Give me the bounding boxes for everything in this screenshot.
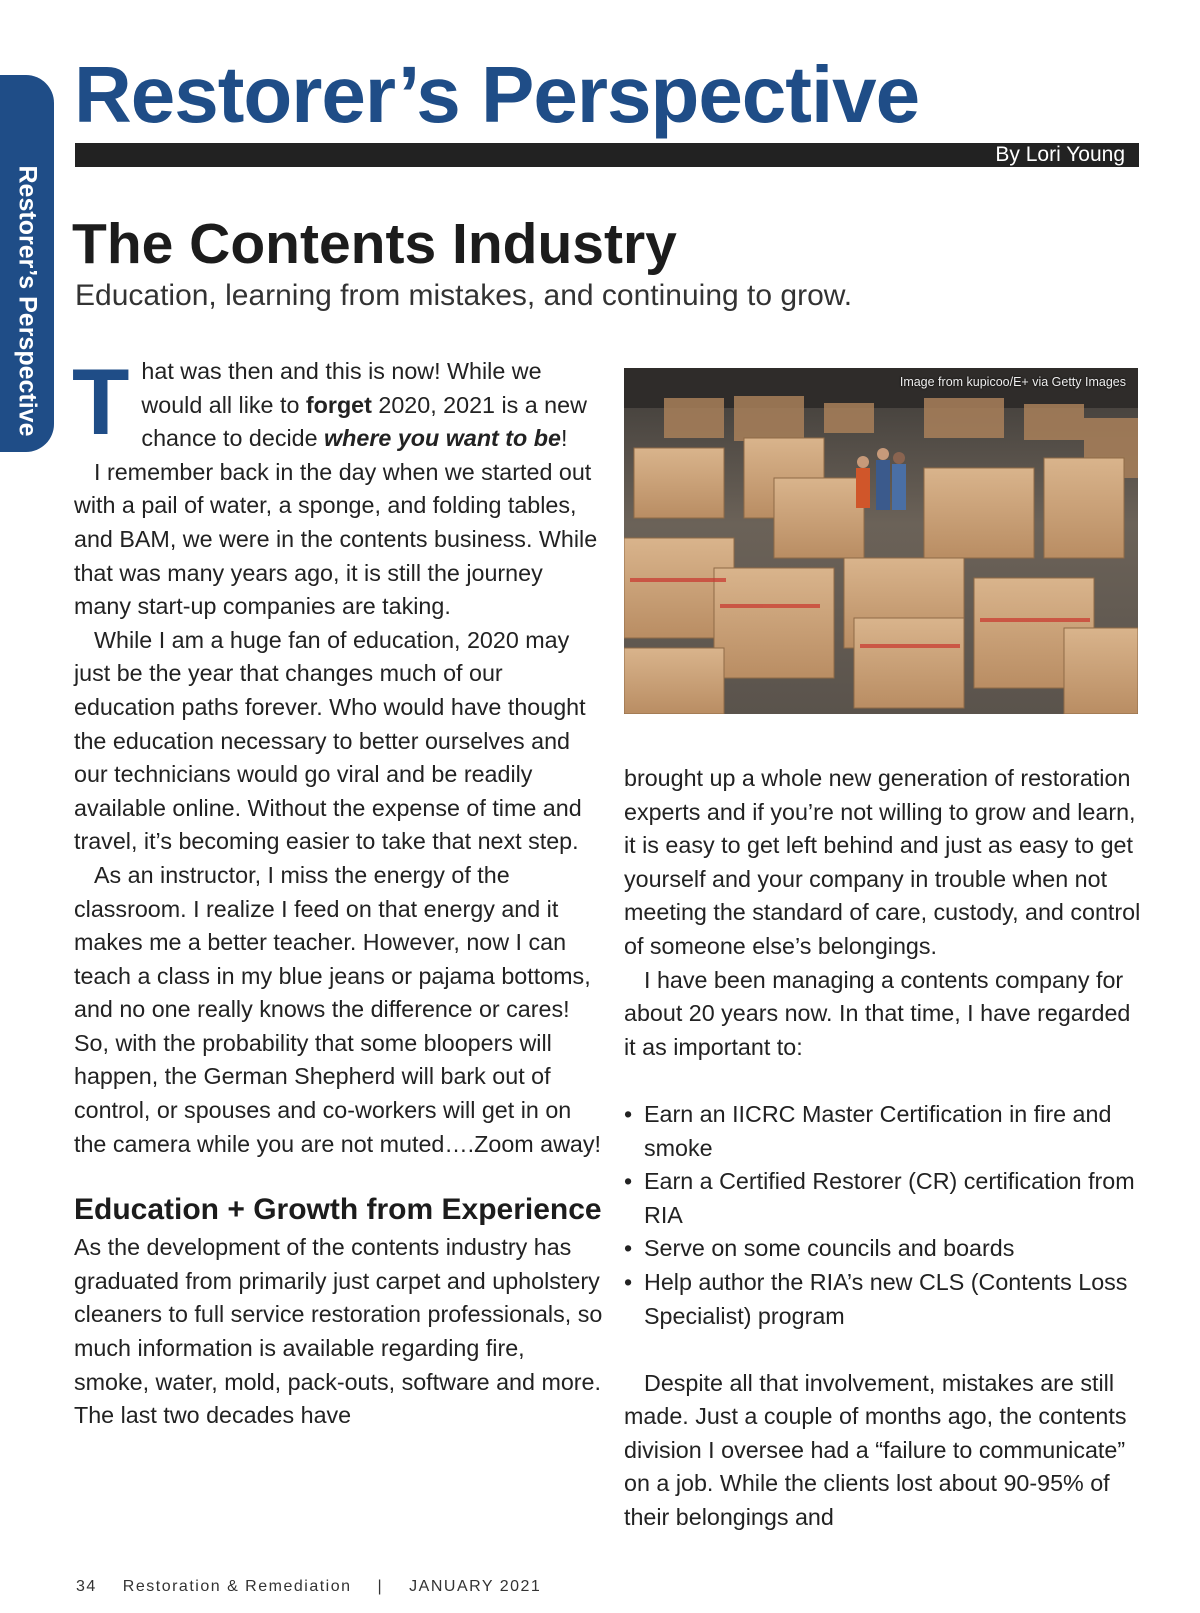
bullet-icon: • — [624, 1268, 633, 1295]
list-item: • Help author the RIA’s new CLS (Contents Loss Specialist) program — [624, 1266, 1144, 1333]
bullet-icon: • — [624, 1100, 633, 1127]
body-paragraph: As an instructor, I miss the energy of the classroom. I realize I feed on that energy and it makes me a better teacher. However, now I can teach a class in my blue jeans or pajama bottoms, and no one really knows the difference or cares! So, with the probability that some bloopers will happen, the German Shepherd will bark out of control, or spouses and co-workers will get in on the camera while you are not muted….Zoom away! — [74, 861, 602, 1157]
issue-date: JANUARY 2021 — [409, 1578, 542, 1595]
achievements-list — [624, 1098, 1144, 1333]
spacer — [624, 1333, 1144, 1367]
warehouse-boxes-image — [624, 368, 1138, 714]
intro-bold-italic: where you want to be — [324, 425, 561, 452]
drop-cap: T — [72, 349, 130, 454]
side-tab-label: Restorer’s Perspective — [13, 165, 42, 437]
page-number: 34 — [76, 1578, 97, 1595]
list-item: • Earn a Certified Restorer (CR) certification from RIA — [624, 1165, 1144, 1232]
left-column — [72, 349, 604, 1433]
right-column — [624, 762, 1144, 1535]
intro-text-c: ! — [560, 425, 568, 452]
masthead-title: Restorer’s Perspective — [74, 50, 920, 139]
intro-text-a: hat was then and this is now! While we would all like to — [141, 358, 542, 418]
footer-separator: | — [377, 1578, 384, 1595]
list-item: • Earn an IICRC Master Certification in fire and smoke — [624, 1098, 1144, 1165]
list-item: • Serve on some councils and boards — [624, 1232, 1144, 1266]
body-paragraph: While I am a huge fan of education, 2020 may just be the year that changes much of our education paths forever. Who would have thought the education necessary to better ourselves and our technicians would go viral and be readily available online. Without the expense of time and travel, it’s becoming easier to take that next step. — [74, 626, 586, 855]
bullet-icon: • — [624, 1168, 633, 1195]
section-subheading: Education + Growth from Experience — [74, 1193, 602, 1227]
body-paragraph: I remember back in the day when we started out with a pail of water, a sponge, and folding tables, and BAM, we were in the contents business. While that was many years ago, it is still the journey many start-up companies are taking. — [74, 458, 598, 620]
intro-paragraph — [72, 349, 604, 456]
article-title: The Contents Industry — [72, 212, 677, 276]
intro-text-b: 2020, 2021 is a new chance to decide — [141, 391, 587, 452]
page-footer — [76, 1578, 567, 1596]
bullet-icon: • — [624, 1235, 633, 1262]
article-subtitle: Education, learning from mistakes, and continuing to grow. — [75, 279, 853, 312]
body-paragraph: brought up a whole new generation of restoration experts and if you’re not willing to grow and learn, it is easy to get left behind and just as easy to get yourself and your company in trouble when not meeting the standard of care, custody, and control of someone else’s belongings. — [624, 765, 1141, 959]
body-paragraph: As the development of the contents industry has graduated from primarily just carpet and upholstery cleaners to full service restoration professionals, so much information is available regarding fire, smoke, water, mold, pack-outs, software and more. The last two decades have — [74, 1234, 603, 1429]
photo-credit: Image from kupicoo/E+ via Getty Images — [899, 375, 1126, 389]
publication-name: Restoration & Remediation — [122, 1578, 352, 1595]
side-tab — [0, 75, 54, 452]
workers-group — [856, 448, 906, 510]
warehouse-photo — [624, 368, 1138, 714]
body-paragraph: I have been managing a contents company for about 20 years now. In that time, I have regarded it as important to: — [624, 966, 1131, 1060]
byline: By Lori Young — [995, 143, 1125, 166]
spacer — [624, 1064, 1144, 1098]
byline-bar — [75, 143, 1139, 167]
intro-bold-word: forget — [305, 391, 372, 418]
body-paragraph: Despite all that involvement, mistakes are still made. Just a couple of months ago, the contents division I oversee had a “failure to communicate” on a job. While the clients lost about 90-95% of their belongings and — [624, 1369, 1127, 1531]
